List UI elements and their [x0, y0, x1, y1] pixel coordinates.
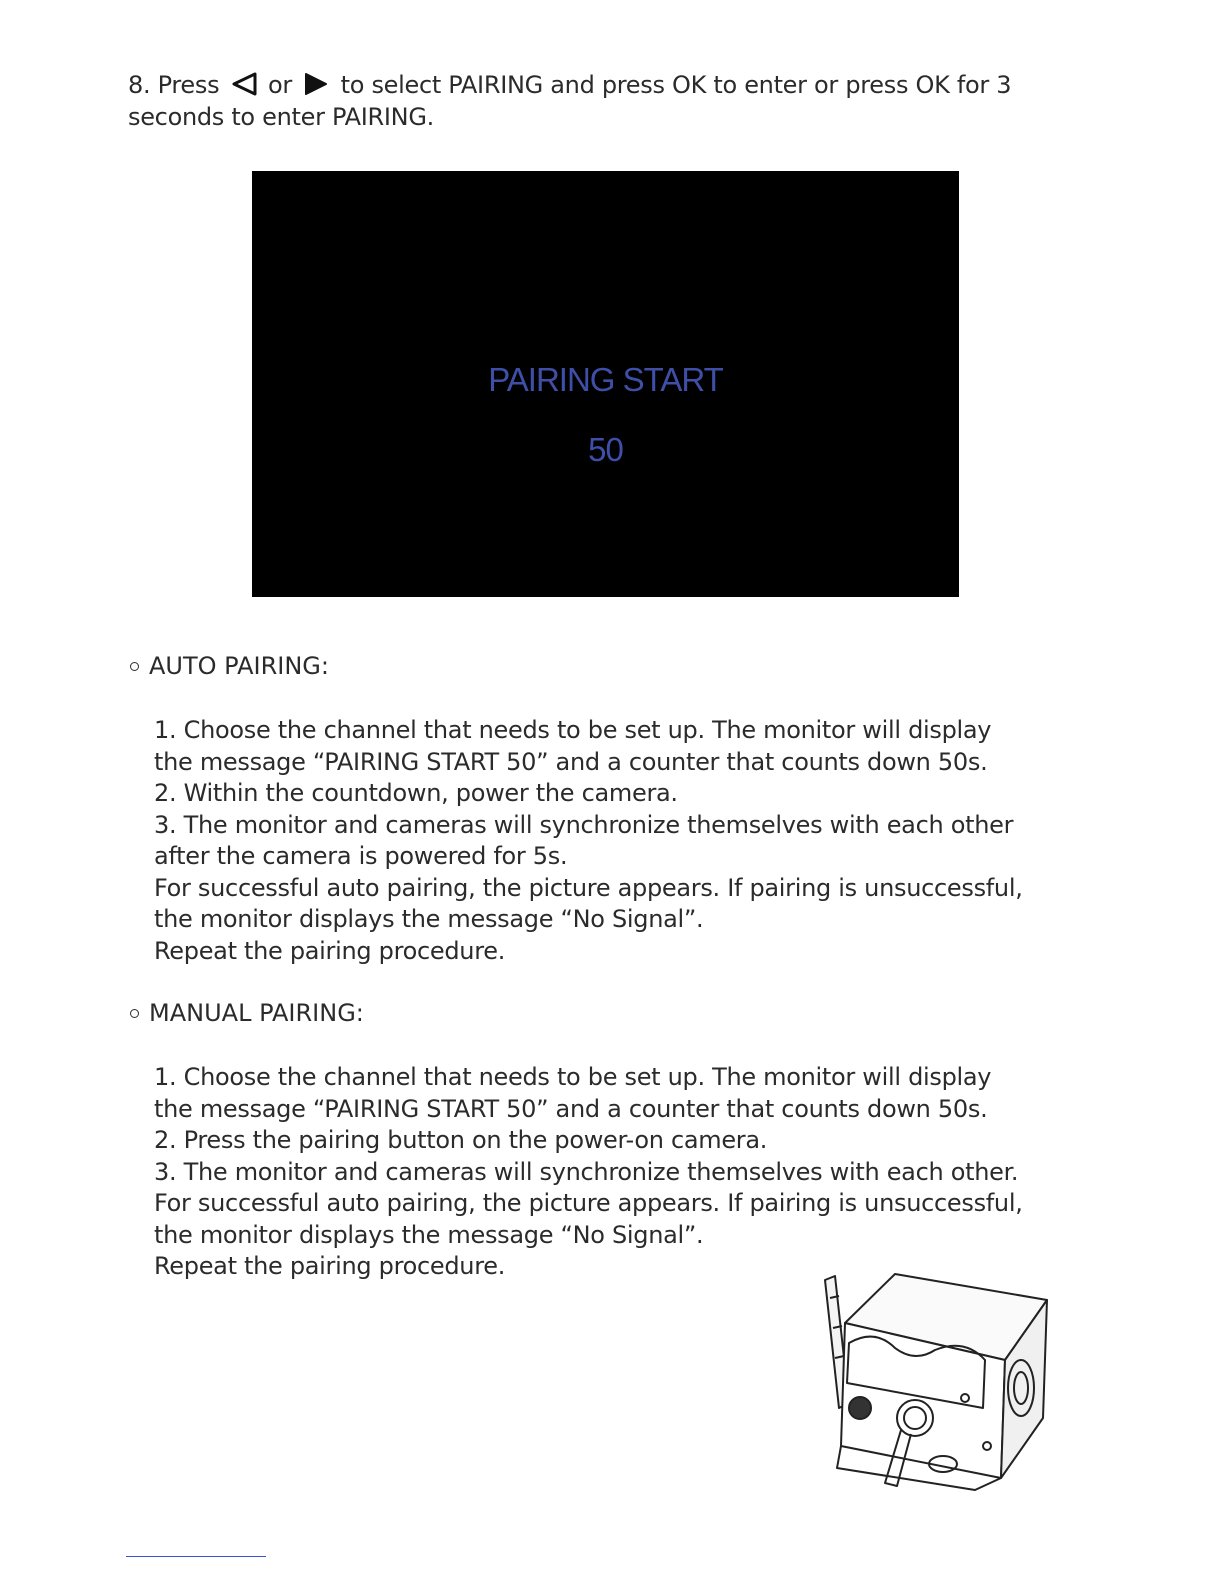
- auto-pairing-heading: [130, 651, 329, 683]
- camera-illustration: [815, 1268, 1055, 1493]
- bullet-icon: [130, 1009, 139, 1018]
- manual-line: 2. Press the pairing button on the power-on camera.: [154, 1126, 768, 1154]
- auto-line: Repeat the pairing procedure.: [154, 936, 506, 965]
- manual-heading-text: MANUAL PAIRING:: [149, 999, 364, 1027]
- intro-press: 8. Press: [128, 71, 220, 99]
- intro-instruction: [128, 70, 1088, 133]
- auto-heading-text: AUTO PAIRING:: [149, 652, 329, 680]
- intro-or: or: [267, 71, 292, 99]
- right-arrow-icon: [303, 72, 329, 96]
- auto-line: For successful auto pairing, the picture appears. If pairing is unsuccessful,: [154, 873, 1023, 902]
- auto-line: the monitor displays the message “No Signal”.: [154, 905, 704, 933]
- manual-line: the monitor displays the message “No Signal”.: [154, 1220, 704, 1249]
- auto-line: 2. Within the countdown, power the camera.: [154, 779, 678, 807]
- manual-pairing-steps: [154, 1062, 1094, 1283]
- bullet-icon: [130, 662, 139, 671]
- auto-line: 3. The monitor and cameras will synchronize themselves with each other: [154, 810, 1014, 839]
- left-arrow-icon: [231, 72, 257, 96]
- intro-rest: to select PAIRING and press OK to enter or press OK for 3 seconds to enter PAIRING.: [128, 71, 1012, 131]
- manual-pairing-heading: [130, 998, 364, 1030]
- manual-line: Repeat the pairing procedure.: [154, 1252, 506, 1280]
- auto-line: 1. Choose the channel that needs to be set up. The monitor will display: [154, 716, 992, 744]
- manual-line: For successful auto pairing, the picture appears. If pairing is unsuccessful,: [154, 1189, 1023, 1217]
- manual-line: 3. The monitor and cameras will synchronize themselves with each other.: [154, 1157, 1019, 1186]
- auto-line: the message “PAIRING START 50” and a counter that counts down 50s.: [154, 747, 988, 776]
- auto-pairing-steps: [154, 715, 1094, 967]
- auto-line: after the camera is powered for 5s.: [154, 842, 568, 870]
- screen-countdown: 50: [588, 431, 623, 468]
- manual-line: the message “PAIRING START 50” and a counter that counts down 50s.: [154, 1094, 988, 1123]
- manual-line: 1. Choose the channel that needs to be set up. The monitor will display: [154, 1063, 992, 1091]
- monitor-screen: [252, 171, 959, 597]
- screen-pairing-start: PAIRING START: [488, 361, 723, 398]
- footer-divider: [126, 1556, 266, 1557]
